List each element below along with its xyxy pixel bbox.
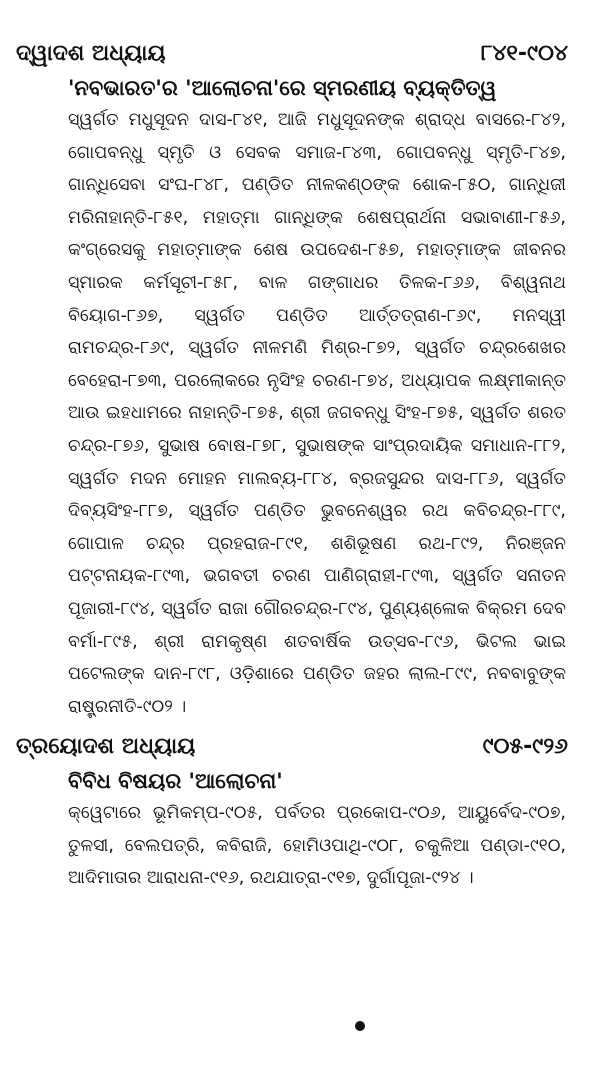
section-title: 'ନବଭାରତ'ର 'ଆଲୋଚନା'ରେ ସ୍ମରଣୀୟ ବ୍ୟକ୍ତିତ୍ୱ [68, 76, 497, 100]
chapter-heading [16, 38, 568, 70]
chapter-page-range: ୯୦୫-୯୨୬ [482, 734, 568, 760]
chapter-title: ଦ୍ୱାଦଶ ଅଧ୍ୟାୟ [16, 41, 166, 66]
end-dot-ornament [355, 1021, 365, 1031]
chapter-title: ତ୍ରୟୋଦଶ ଅଧ୍ୟାୟ [16, 734, 196, 760]
section-body: କ୍ୱେଟାରେ ଭୂମିକମ୍ପ-୯୦୫, ପର୍ବତର ପ୍ରକୋପ-୯୦୬, ଆୟୁର୍ବେଦ-୯୦୭, ତୁଳସୀ, ବେଲପତ୍ରି, କବିରାଜି, ହୋମିଓପାଥି-୯୦୮, ଚକୁଳିଆ ପଣ୍ଡା-୯୧୦, ଆଦିମାତାର ଆରାଧନା-୯୧୬, ରଥଯାତ୍ରା-୯୧୭, ଦୁର୍ଗାପୂଜା-୯୨୪ । [68, 803, 566, 889]
section-title: ବିବିଧ ବିଷୟର 'ଆଲୋଚନା' [68, 769, 283, 794]
chapter-heading [16, 731, 568, 763]
chapter-page-range: ୮୪୧-୯୦୪ [480, 41, 568, 66]
section-body: ସ୍ୱର୍ଗତ ମଧୁସୂଦନ ଦାସ-୮୪୧, ଆଜି ମଧୁସୂଦନଙ୍କ ଶ୍ରାଦ୍ଧ ବାସରେ-୮୪୨, ଗୋପବନ୍ଧୁ ସ୍ମୃତି ଓ ସେବକ ସମାଜ-୮୪୩, ଗୋପବନ୍ଧୁ ସ୍ମୃତି-୮୪୭, ଗାନ୍ଧିସେବା ସଂଘ-୮୪୮, ପଣ୍ଡିତ ନୀଳକଣ୍ଠଙ୍କ ଶୋକ-୮୫୦, ଗାନ୍ଧିଜୀ ମରିନାହାନ୍ତି-୮୫୧, ମହାତ୍ମା ଗାନ୍ଧିଙ୍କ ଶେଷପ୍ରାର୍ଥନା ସଭାବାଣୀ-୮୫୬, କଂଗ୍ରେସକୁ ମହାତ୍ମାଙ୍କ ଶେଷ ଉପଦେଶ-୮୫୭, ମହାତ୍ମାଙ୍କ ଜୀବନର ସ୍ମାରକ କର୍ମସୂଚୀ-୮୫୮, ବାଳ ଗଙ୍ଗାଧର ତିଳକ-୮୬୬, ବିଶ୍ୱନାଥ ବିୟୋଗ-୮୬୭, ସ୍ୱର୍ଗତ ପଣ୍ଡିତ ଆର୍ତ୍ତତ୍ରାଣ-୮୬୯, ମନସ୍ୱୀ ରାମଚନ୍ଦ୍ର-୮୬୯, ସ୍ୱର୍ଗତ ନୀଳମଣି ମିଶ୍ର-୮୭୨, ସ୍ୱର୍ଗତ ଚନ୍ଦ୍ରଶେଖର ବେହେରା-୮୭୩, ପରଲୋକରେ ନୃସିଂହ ଚରଣ-୮୭୪, ଅଧ୍ୟାପକ ଲକ୍ଷ୍ମୀକାନ୍ତ ଆଉ ଇହଧାମରେ ନାହାନ୍ତି-୮୭୫, ଶ୍ରୀ ଜଗବନ୍ଧୁ ସିଂହ-୮୭୫, ସ୍ୱର୍ଗତ ଶରତ ଚନ୍ଦ୍ର-୮୭୬, ସୁଭାଷ ବୋଷ-୮୭୮, ସୁଭାଷଙ୍କ ସାଂପ୍ରଦାୟିକ ସମାଧାନ-୮୮୨, ସ୍ୱର୍ଗତ ମଦନ ମୋହନ ମାଲବ୍ୟ-୮୮୪, ବ୍ରଜସୁନ୍ଦର ଦାସ-୮୮୬, ସ୍ୱର୍ଗତ ଦିବ୍ୟସିଂହ-୮୮୭, ସ୍ୱର୍ଗତ ପଣ୍ଡିତ ଭୁବନେଶ୍ୱର ରଥ କବିଚନ୍ଦ୍ର-୮୮୯, ଗୋପାଳ ଚନ୍ଦ୍ର ପ୍ରହରାଜ-୮୯୧, ଶଶିଭୂଷଣ ରଥ-୮୯୨, ନିରଞ୍ଜନ ପଟ୍ଟନାୟକ-୮୯୩, ଭଗବତୀ ଚରଣ ପାଣିଗ୍ରାହୀ-୮୯୩, ସ୍ୱର୍ଗତ ସନାତନ ପୂଜାରୀ-୮୯୪, ସ୍ୱର୍ଗତ ରାଜା ଗୌରଚନ୍ଦ୍ର-୮୯୪, ପୁଣ୍ୟଶ୍ଳୋକ ବିକ୍ରମ ଦେବ ବର୍ମା-୮୯୫, ଶ୍ରୀ ରାମକୃଷ୍ଣ ଶତବାର୍ଷିକ ଉତ୍ସବ-୮୯୬, ଭିଟଲ ଭାଇ ପଟେଲଙ୍କ ଦାନ-୮୯୮, ଓଡ଼ିଶାରେ ପଣ୍ଡିତ ଜହର ଲାଲ-୮୯୯, ନବବାବୁଙ୍କ ରାଷ୍ଟ୍ରନୀତି-୯୦୨ । [68, 110, 566, 717]
